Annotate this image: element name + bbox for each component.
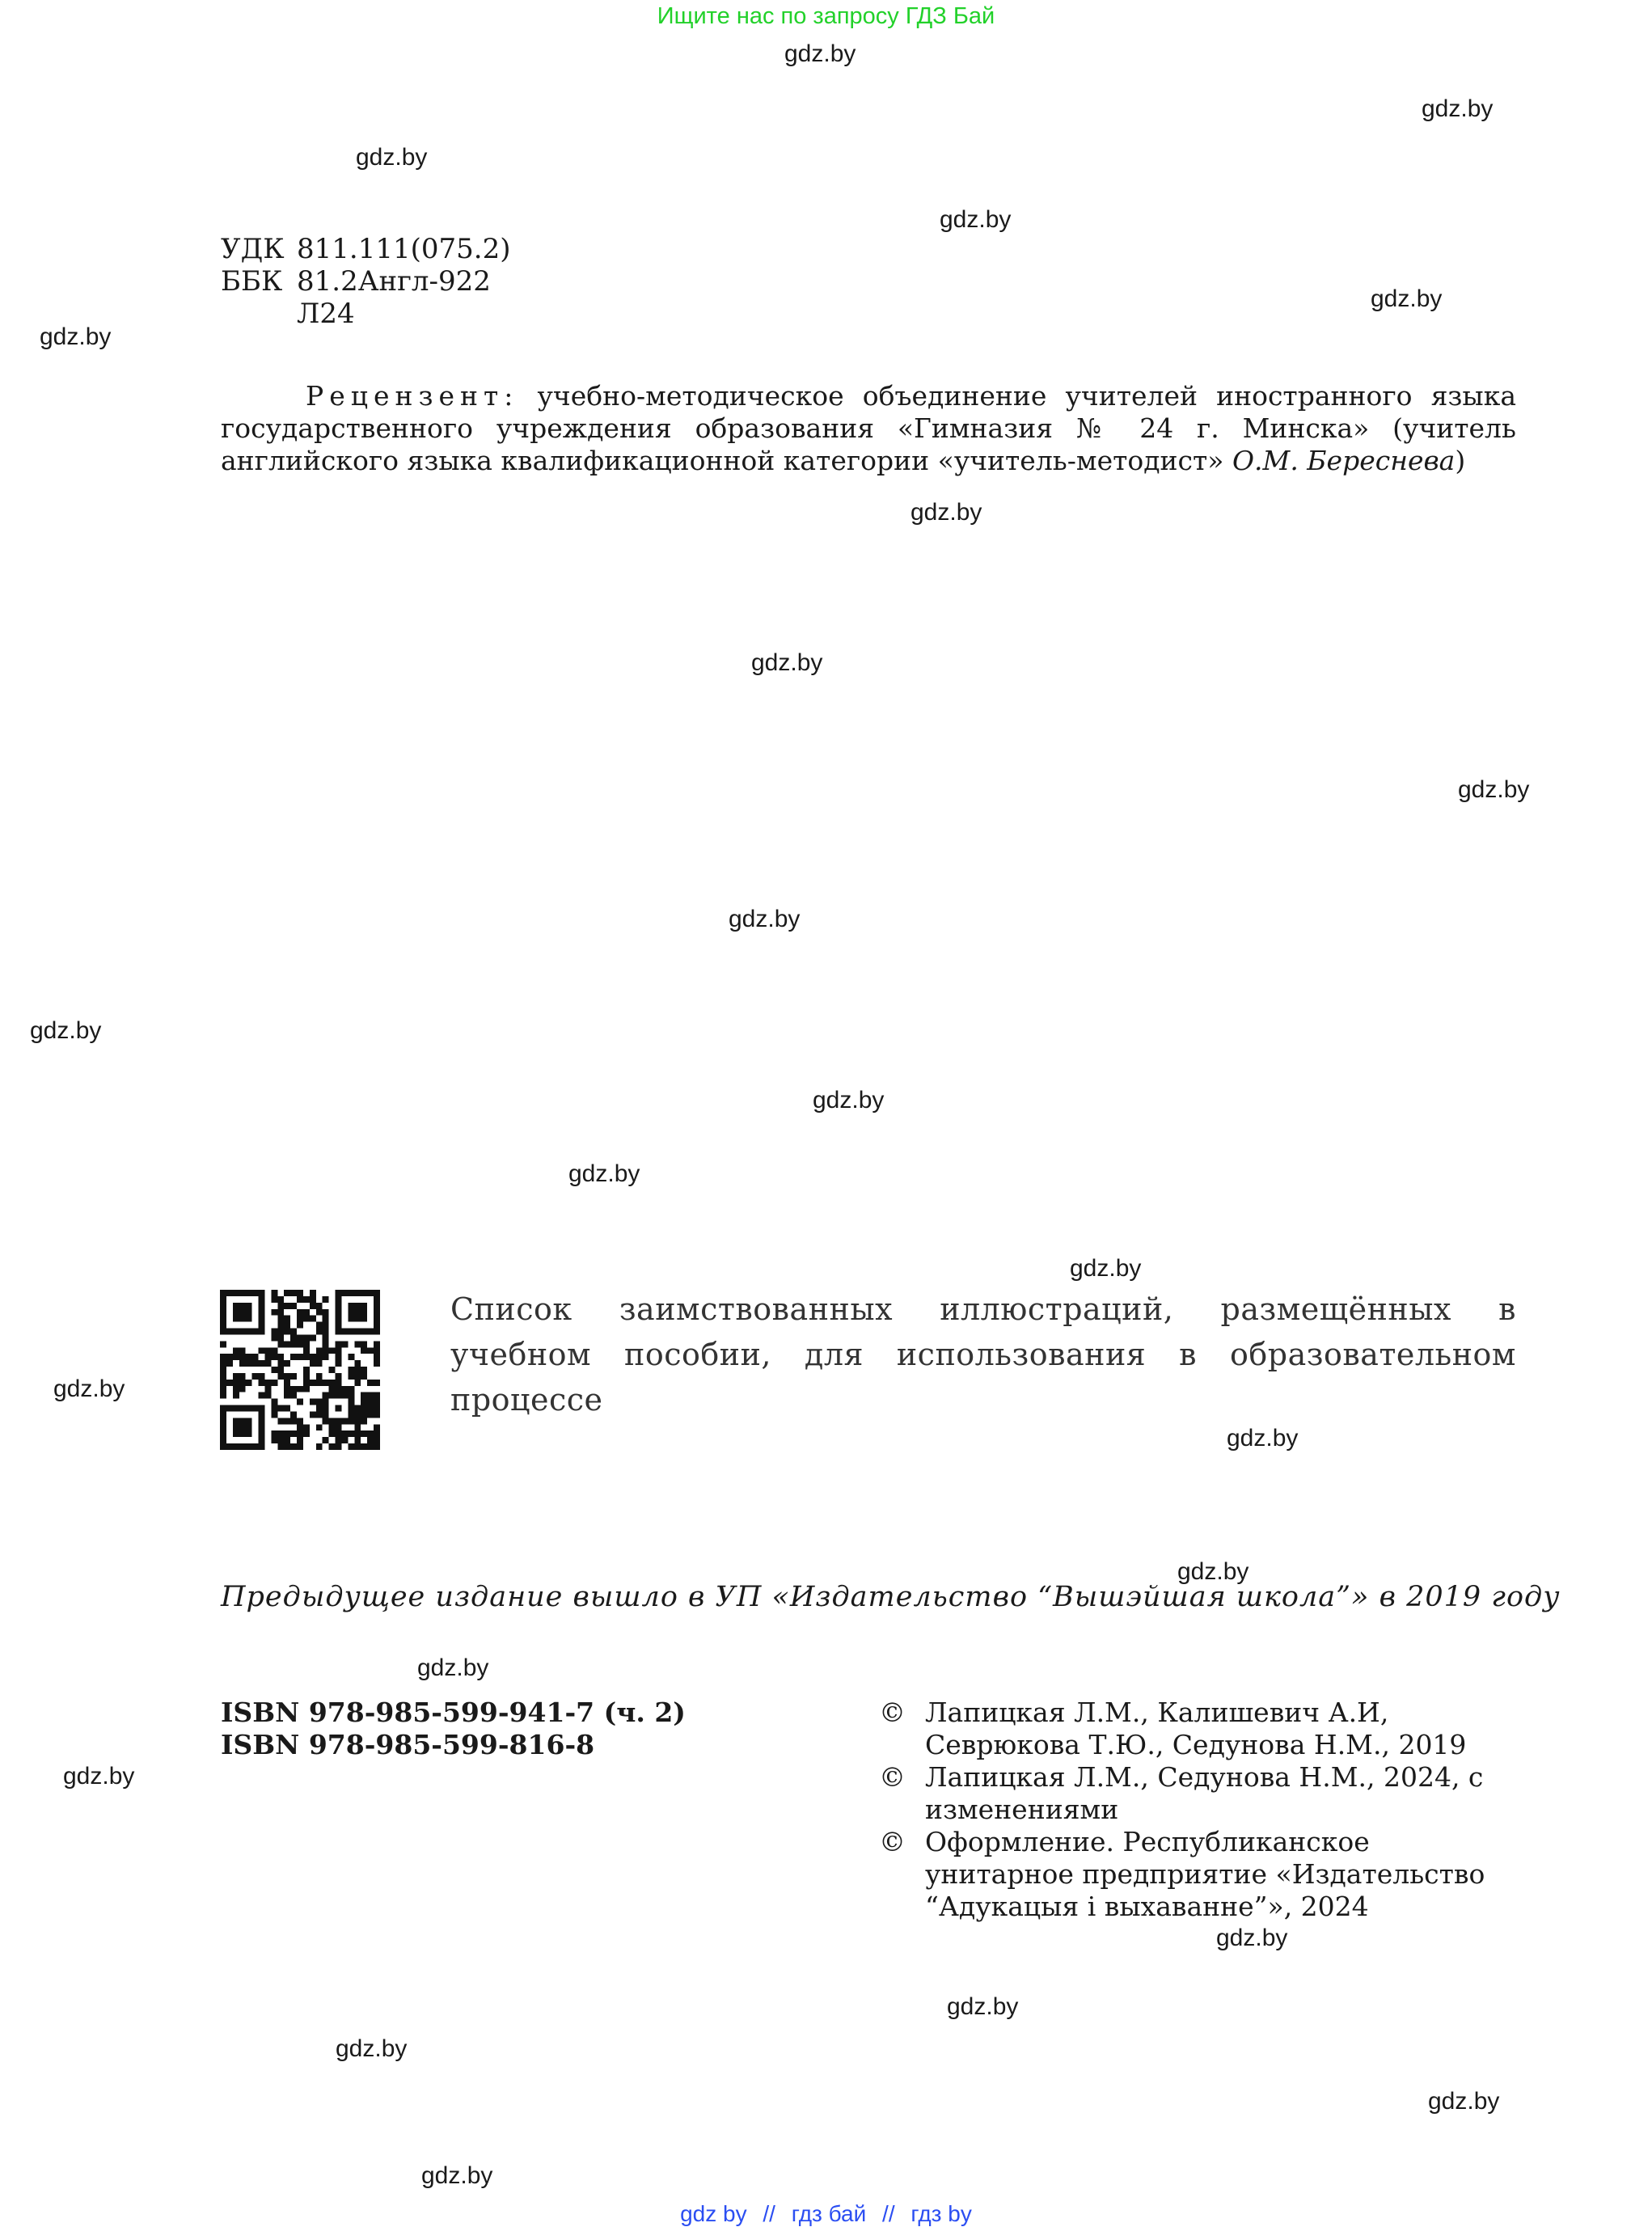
reviewer-paragraph: [221, 380, 1516, 477]
bbk-row: [221, 265, 510, 298]
copyright-text: Оформление. Республиканское унитарное предприятие «Издательство “Адукацыя і выхаванне”», 2024: [925, 1826, 1485, 1922]
udk-row: [221, 233, 510, 265]
isbn-line: ISBN 978-985-599-816-8: [221, 1729, 595, 1760]
copyright-entry: [879, 1761, 1526, 1826]
footer-separator: //: [882, 2201, 895, 2226]
search-banner: Ищите нас по запросу ГДЗ Бай: [657, 3, 995, 29]
bbk-label: ББК: [221, 265, 283, 298]
copyright-entry: [879, 1826, 1526, 1923]
footer-link-gdz-by-alt[interactable]: гдз by: [911, 2201, 972, 2226]
copyright-entry: [879, 1697, 1526, 1761]
watermark: gdz.by: [940, 206, 1012, 233]
watermark: gdz.by: [813, 1087, 885, 1114]
watermark: gdz.by: [1216, 1925, 1288, 1951]
watermark: gdz.by: [1428, 2088, 1500, 2115]
watermark: gdz.by: [63, 1763, 135, 1790]
watermark: gdz.by: [784, 40, 856, 67]
author-mark-row: [221, 298, 510, 330]
footer-link-gdz-bai[interactable]: гдз бай: [791, 2201, 867, 2226]
footer-links: [0, 2201, 1652, 2227]
watermark: gdz.by: [336, 2035, 408, 2062]
watermark: gdz.by: [568, 1160, 640, 1187]
watermark: gdz.by: [421, 2162, 493, 2189]
qr-code[interactable]: [220, 1290, 380, 1450]
author-mark: Л24: [297, 298, 355, 330]
watermark: gdz.by: [1422, 95, 1494, 122]
previous-edition: Предыдущее издание вышло в УП «Издательство “Вышэйшая школа”» в 2019 году: [221, 1581, 1561, 1613]
watermark: gdz.by: [1227, 1425, 1299, 1452]
copyright-icon: ©: [879, 1697, 906, 1728]
udk-label: УДК: [221, 233, 285, 265]
copyright-block: [879, 1697, 1526, 1923]
reviewer-label: Рецензент:: [306, 380, 519, 412]
copyright-icon: ©: [879, 1826, 906, 1857]
watermark: gdz.by: [1458, 776, 1530, 803]
footer-link-gdz-by[interactable]: gdz by: [680, 2201, 747, 2226]
watermark: gdz.by: [53, 1376, 125, 1402]
footer-separator: //: [763, 2201, 775, 2226]
illustrations-note[interactable]: Список заимствованных иллюстраций, размещённых в учебном пособии, для использования в образовательном процессе: [450, 1291, 1516, 1418]
classification-codes: [221, 233, 510, 330]
copyright-text: Лапицкая Л.М., Седунова Н.М., 2024, с изменениями: [925, 1761, 1484, 1825]
bbk-value: 81.2Англ-922: [297, 265, 491, 298]
udk-value: 811.111(075.2): [297, 233, 511, 265]
reviewer-text: учебно-методическое объединение учителей иностранного языка государственного учреждения образования «Гимназия № 24 г. Минска» (учитель английского языка квалификационной категории «учитель-методист»: [221, 380, 1516, 476]
watermark: gdz.by: [40, 323, 112, 350]
watermark: gdz.by: [947, 1993, 1019, 2020]
reviewer-name: О.М. Береснева: [1232, 445, 1456, 476]
watermark: gdz.by: [1070, 1255, 1142, 1282]
watermark: gdz.by: [729, 906, 801, 932]
copyright-icon: ©: [879, 1761, 906, 1793]
watermark: gdz.by: [1177, 1558, 1249, 1585]
watermark: gdz.by: [751, 649, 823, 676]
watermark: gdz.by: [911, 499, 982, 526]
watermark: gdz.by: [356, 144, 428, 171]
reviewer-close: ): [1455, 445, 1466, 476]
watermark: gdz.by: [1371, 285, 1443, 312]
watermark: gdz.by: [30, 1017, 102, 1044]
copyright-text: Лапицкая Л.М., Калишевич А.И, Севрюкова Т.Ю., Седунова Н.М., 2019: [925, 1697, 1467, 1760]
isbn-line: ISBN 978-985-599-941-7 (ч. 2): [221, 1697, 686, 1728]
isbn-block: [221, 1697, 686, 1761]
watermark: gdz.by: [417, 1654, 489, 1681]
